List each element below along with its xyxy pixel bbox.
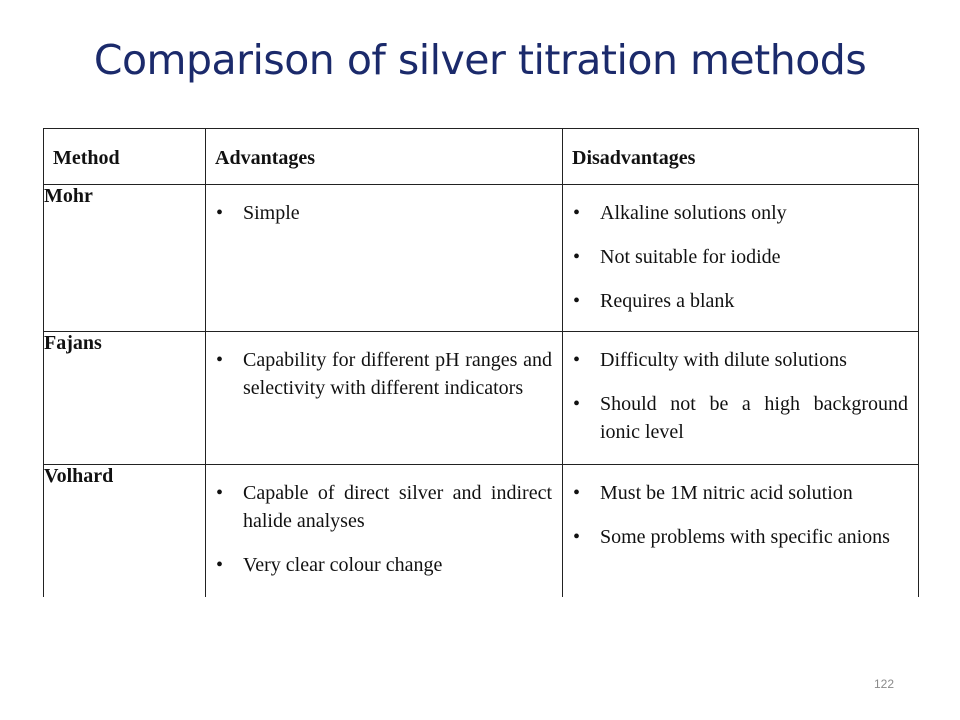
list-item: • Some problems with specific anions bbox=[573, 523, 908, 551]
advantages-cell bbox=[206, 185, 563, 332]
list-item: • Difficulty with dilute solutions bbox=[573, 346, 908, 374]
header-advantages: Advantages bbox=[206, 129, 563, 185]
table-row bbox=[44, 185, 919, 332]
list-item: • Not suitable for iodide bbox=[573, 243, 908, 271]
header-disadvantages: Disadvantages bbox=[563, 129, 919, 185]
list-item: • Capable of direct silver and indirect halide analyses bbox=[216, 479, 552, 535]
list-item: • Requires a blank bbox=[573, 287, 908, 315]
method-cell: Mohr bbox=[44, 185, 206, 332]
page-title: Comparison of silver titration methods bbox=[93, 36, 867, 84]
advantages-cell bbox=[206, 465, 563, 598]
list-item: • Should not be a high background ionic level bbox=[573, 390, 908, 446]
list-item: • Simple bbox=[216, 199, 552, 227]
list-item: • Very clear colour change bbox=[216, 551, 552, 579]
table-row bbox=[44, 332, 919, 465]
advantages-cell bbox=[206, 332, 563, 465]
disadvantages-cell bbox=[563, 185, 919, 332]
list-item: • Must be 1M nitric acid solution bbox=[573, 479, 908, 507]
header-method: Method bbox=[44, 129, 206, 185]
method-cell: Fajans bbox=[44, 332, 206, 465]
table-row bbox=[44, 465, 919, 598]
disadvantages-cell bbox=[563, 465, 919, 598]
page-number: 122 bbox=[874, 677, 895, 691]
comparison-table bbox=[43, 128, 919, 597]
list-item: • Capability for different pH ranges and selectivity with different indicators bbox=[216, 346, 552, 402]
disadvantages-cell bbox=[563, 332, 919, 465]
table-header-row bbox=[44, 129, 919, 185]
list-item: • Alkaline solutions only bbox=[573, 199, 908, 227]
method-cell: Volhard bbox=[44, 465, 206, 598]
